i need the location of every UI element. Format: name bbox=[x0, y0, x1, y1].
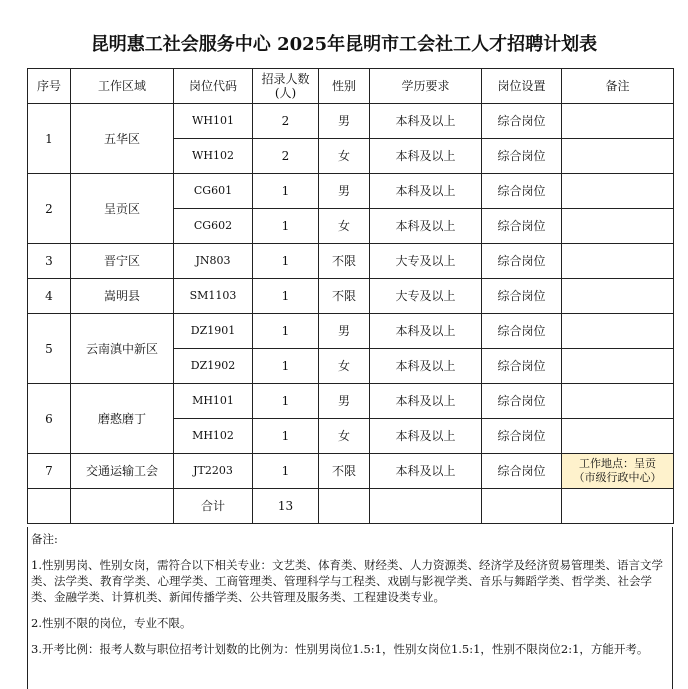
position-type: 综合岗位 bbox=[482, 314, 562, 349]
notes-heading: 备注: bbox=[31, 532, 58, 546]
column-header: 招录人数 (人) bbox=[253, 69, 319, 104]
remark bbox=[562, 209, 674, 244]
education-requirement: 本科及以上 bbox=[370, 314, 482, 349]
total-row bbox=[28, 489, 674, 524]
column-header: 岗位代码 bbox=[174, 69, 253, 104]
recruitment-table bbox=[27, 68, 674, 524]
table-row bbox=[28, 384, 674, 419]
gender: 男 bbox=[319, 174, 370, 209]
gender: 男 bbox=[319, 314, 370, 349]
remark bbox=[562, 419, 674, 454]
education-requirement: 本科及以上 bbox=[370, 349, 482, 384]
education-requirement: 本科及以上 bbox=[370, 419, 482, 454]
gender: 女 bbox=[319, 209, 370, 244]
table-row bbox=[28, 279, 674, 314]
gender: 不限 bbox=[319, 244, 370, 279]
remark bbox=[562, 384, 674, 419]
position-type: 综合岗位 bbox=[482, 279, 562, 314]
position-type: 综合岗位 bbox=[482, 209, 562, 244]
remark bbox=[562, 349, 674, 384]
row-number: 1 bbox=[28, 104, 71, 174]
hire-count: 1 bbox=[253, 349, 319, 384]
work-area: 呈贡区 bbox=[71, 174, 174, 244]
table-row bbox=[28, 314, 674, 349]
position-type: 综合岗位 bbox=[482, 419, 562, 454]
row-number: 7 bbox=[28, 454, 71, 489]
position-code: DZ1902 bbox=[174, 349, 253, 384]
column-header: 工作区域 bbox=[71, 69, 174, 104]
table-row bbox=[28, 454, 674, 489]
position-type: 综合岗位 bbox=[482, 384, 562, 419]
gender: 不限 bbox=[319, 279, 370, 314]
remark: 工作地点：呈贡 （市级行政中心） bbox=[562, 454, 674, 489]
remark bbox=[562, 244, 674, 279]
table-row bbox=[28, 104, 674, 139]
work-area: 交通运输工会 bbox=[71, 454, 174, 489]
education-requirement: 本科及以上 bbox=[370, 174, 482, 209]
remark bbox=[562, 104, 674, 139]
position-type: 综合岗位 bbox=[482, 104, 562, 139]
page-title: 昆明惠工社会服务中心 2025年昆明市工会社工人才招聘计划表 bbox=[90, 34, 598, 55]
position-type: 综合岗位 bbox=[482, 139, 562, 174]
position-code: SM1103 bbox=[174, 279, 253, 314]
education-requirement: 大专及以上 bbox=[370, 279, 482, 314]
remark bbox=[562, 139, 674, 174]
column-header: 序号 bbox=[28, 69, 71, 104]
position-code: MH101 bbox=[174, 384, 253, 419]
table-row bbox=[28, 244, 674, 279]
total-count: 13 bbox=[253, 489, 319, 524]
remark bbox=[562, 314, 674, 349]
position-code: JN803 bbox=[174, 244, 253, 279]
gender: 男 bbox=[319, 104, 370, 139]
position-code: WH102 bbox=[174, 139, 253, 174]
position-code: CG601 bbox=[174, 174, 253, 209]
education-requirement: 本科及以上 bbox=[370, 104, 482, 139]
education-requirement: 本科及以上 bbox=[370, 454, 482, 489]
position-code: WH101 bbox=[174, 104, 253, 139]
gender: 不限 bbox=[319, 454, 370, 489]
gender: 男 bbox=[319, 384, 370, 419]
gender: 女 bbox=[319, 419, 370, 454]
column-header: 学历要求 bbox=[370, 69, 482, 104]
empty-cell bbox=[482, 489, 562, 524]
column-header: 性别 bbox=[319, 69, 370, 104]
table-body bbox=[28, 104, 674, 524]
hire-count: 1 bbox=[253, 419, 319, 454]
work-area: 晋宁区 bbox=[71, 244, 174, 279]
row-number: 4 bbox=[28, 279, 71, 314]
hire-count: 1 bbox=[253, 279, 319, 314]
remark bbox=[562, 279, 674, 314]
row-number: 5 bbox=[28, 314, 71, 384]
hire-count: 1 bbox=[253, 454, 319, 489]
education-requirement: 本科及以上 bbox=[370, 209, 482, 244]
empty-cell bbox=[562, 489, 674, 524]
note-item-3: 3.开考比例：报考人数与职位招考计划数的比例为：性别男岗位1.5:1，性别女岗位1.5:1，性别不限岗位2:1，方能开考。 bbox=[31, 642, 649, 656]
row-number: 2 bbox=[28, 174, 71, 244]
work-area: 云南滇中新区 bbox=[71, 314, 174, 384]
note-item-2: 2.性别不限的岗位，专业不限。 bbox=[31, 616, 192, 630]
table-row bbox=[28, 174, 674, 209]
column-header: 备注 bbox=[562, 69, 674, 104]
position-type: 综合岗位 bbox=[482, 454, 562, 489]
position-type: 综合岗位 bbox=[482, 244, 562, 279]
education-requirement: 本科及以上 bbox=[370, 384, 482, 419]
position-code: JT2203 bbox=[174, 454, 253, 489]
note-item-1: 1.性别男岗、性别女岗，需符合以下相关专业：文艺类、体育类、财经类、人力资源类、经济学及经济贸易管理类、语言文学类、法学类、教育学类、心理学类、工商管理类、管理科学与工程类、戏剧与影视学类、音乐与舞蹈学类、哲学类、社会学类、金融学类、计算机类、新闻传播学类、公共管理及服务类、工程建设类专业。 bbox=[31, 558, 663, 604]
remark bbox=[562, 174, 674, 209]
hire-count: 1 bbox=[253, 174, 319, 209]
position-type: 综合岗位 bbox=[482, 349, 562, 384]
position-code: DZ1901 bbox=[174, 314, 253, 349]
notes-section bbox=[27, 527, 673, 689]
recruitment-table-container bbox=[27, 68, 673, 524]
position-type: 综合岗位 bbox=[482, 174, 562, 209]
work-area: 嵩明县 bbox=[71, 279, 174, 314]
hire-count: 1 bbox=[253, 314, 319, 349]
gender: 女 bbox=[319, 139, 370, 174]
hire-count: 2 bbox=[253, 139, 319, 174]
column-header: 岗位设置 bbox=[482, 69, 562, 104]
row-number: 6 bbox=[28, 384, 71, 454]
work-area: 五华区 bbox=[71, 104, 174, 174]
header-row bbox=[28, 69, 674, 104]
empty-cell bbox=[71, 489, 174, 524]
empty-cell bbox=[319, 489, 370, 524]
hire-count: 2 bbox=[253, 104, 319, 139]
hire-count: 1 bbox=[253, 384, 319, 419]
hire-count: 1 bbox=[253, 209, 319, 244]
position-code: MH102 bbox=[174, 419, 253, 454]
row-number: 3 bbox=[28, 244, 71, 279]
education-requirement: 本科及以上 bbox=[370, 139, 482, 174]
empty-cell bbox=[370, 489, 482, 524]
position-code: CG602 bbox=[174, 209, 253, 244]
empty-cell bbox=[28, 489, 71, 524]
hire-count: 1 bbox=[253, 244, 319, 279]
education-requirement: 大专及以上 bbox=[370, 244, 482, 279]
work-area: 磨憨磨丁 bbox=[71, 384, 174, 454]
gender: 女 bbox=[319, 349, 370, 384]
total-label: 合计 bbox=[174, 489, 253, 524]
